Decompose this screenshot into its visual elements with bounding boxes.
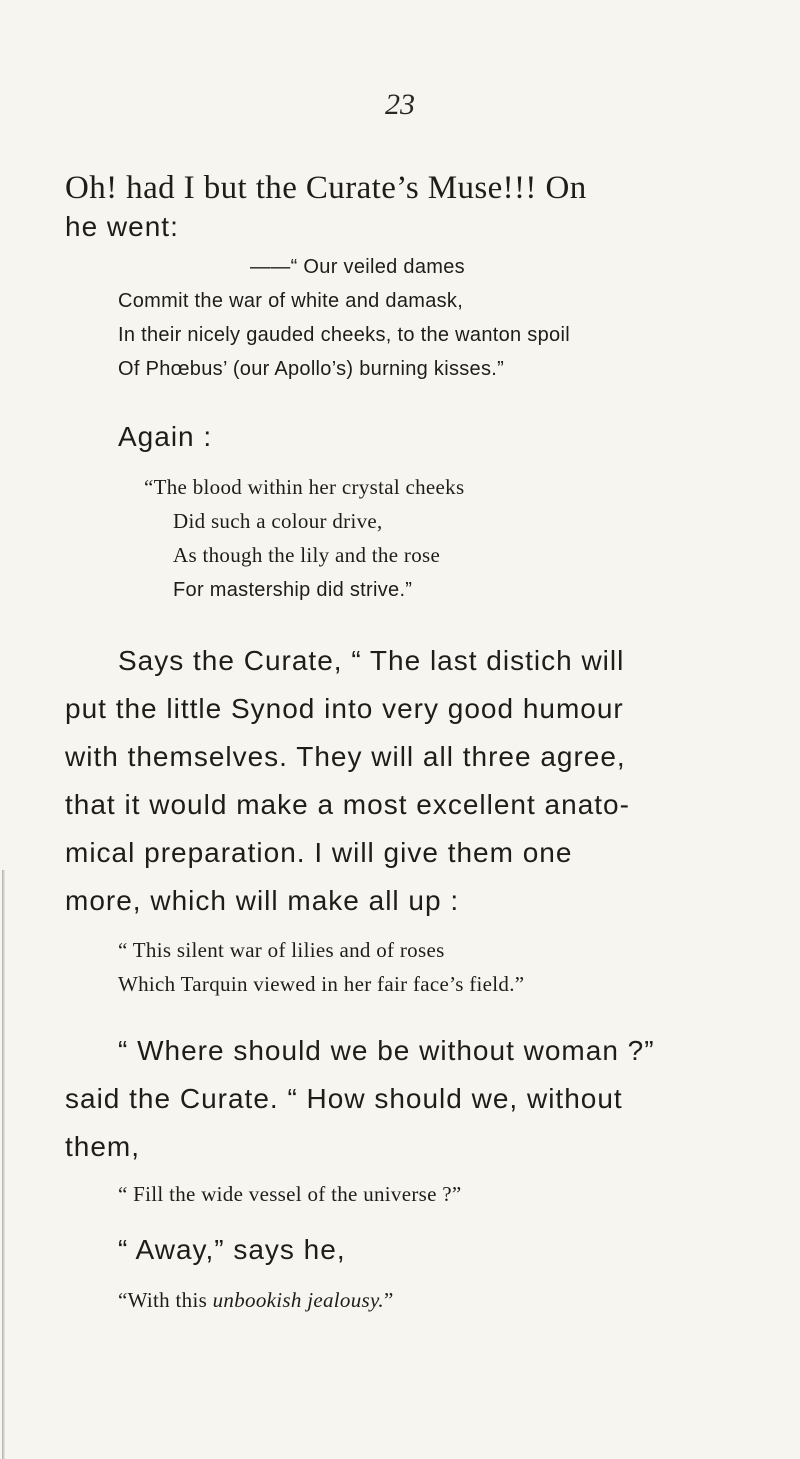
verse-line-10: Which Tarquin viewed in her fair face’s field.” (118, 972, 525, 996)
verse-line-9: “ This silent war of lilies and of roses (118, 938, 445, 962)
text-line-6: that it would make a most excellent anato- (65, 789, 630, 820)
text-line-2: he went: (65, 211, 179, 242)
verse-line-7: As though the lily and the rose (173, 543, 441, 567)
verse-line-11: “ Fill the wide vessel of the universe ?” (118, 1182, 462, 1206)
text-line-4: put the little Synod into very good humour (65, 693, 624, 724)
text-line-3: Says the Curate, “ The last distich will (118, 645, 625, 676)
binding-shadow (2, 870, 5, 1459)
verse-line-5: “The blood within her crystal cheeks (144, 475, 465, 499)
text-line-11: them, (65, 1131, 141, 1162)
text-line-1: Oh! had I but the Curate’s Muse!!! On (65, 170, 587, 206)
verse-line-8: For mastership did strive.” (173, 579, 413, 601)
text-line-5: with themselves. They will all three agree, (65, 741, 626, 772)
verse-line-1: ——“ Our veiled dames (250, 256, 465, 278)
verse-line-12-suffix: ” (383, 1288, 394, 1312)
verse-line-6: Did such a colour drive, (173, 509, 383, 533)
emphasis-text: unbookish jealousy. (212, 1288, 384, 1312)
verse-line-2: Commit the war of white and damask, (118, 290, 464, 312)
text-line-8: more, which will make all up : (65, 885, 460, 916)
text-line-again: Again : (118, 421, 213, 452)
text-line-7: mical preparation. I will give them one (65, 837, 573, 868)
verse-line-12 (118, 1290, 394, 1311)
text-line-9: “ Where should we be without woman ?” (118, 1035, 655, 1066)
verse-line-3: In their nicely gauded cheeks, to the wanton spoil (118, 324, 570, 346)
page-number: 23 (385, 88, 415, 121)
verse-line-4: Of Phœbus’ (our Apollo’s) burning kisses.” (118, 358, 505, 380)
text-line-12: “ Away,” says he, (118, 1234, 346, 1265)
verse-line-12-prefix: “With this (118, 1288, 213, 1312)
text-line-10: said the Curate. “ How should we, without (65, 1083, 623, 1114)
